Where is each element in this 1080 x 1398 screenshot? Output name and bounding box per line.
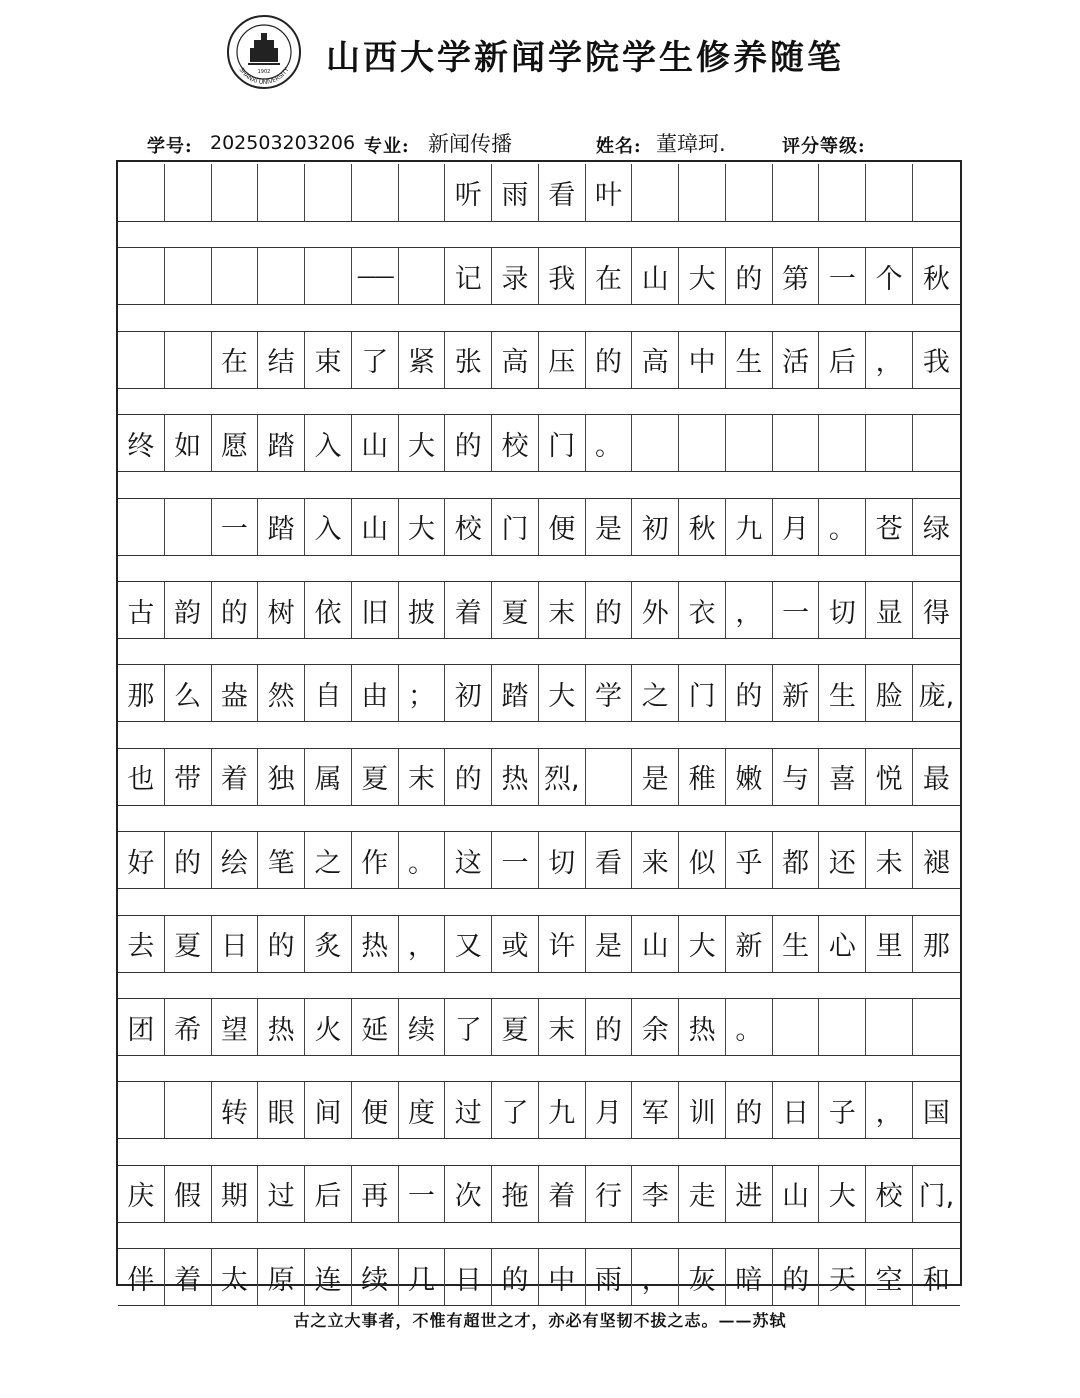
grid-cell <box>212 248 259 304</box>
grid-cell: ， <box>726 582 773 638</box>
grid-cell: 天 <box>819 1249 866 1305</box>
grid-cell: 新 <box>773 665 820 721</box>
grid-cell: 军 <box>632 1082 679 1138</box>
grid-cell: 外 <box>632 582 679 638</box>
grid-cell: 大 <box>819 1166 866 1222</box>
grid-cell <box>913 164 960 221</box>
grid-cell: 雨 <box>586 1249 633 1305</box>
grid-cell: 作 <box>352 832 399 888</box>
grid-cell: 属 <box>305 749 352 805</box>
grid-cell: 日 <box>445 1249 492 1305</box>
grid-row <box>118 581 960 639</box>
grid-cell: 叶 <box>586 164 633 221</box>
grid-row <box>118 1165 960 1223</box>
grid-cell: 褪 <box>922 847 950 879</box>
grid-cell: 连 <box>305 1249 352 1305</box>
grid-cell: 显 <box>866 582 913 638</box>
grid-cell: 末 <box>539 999 586 1055</box>
grid-cell <box>632 164 679 221</box>
grid-cell: 韵 <box>165 582 212 638</box>
grid-cell: 度 <box>399 1082 446 1138</box>
grid-cell: 了 <box>492 1082 539 1138</box>
grid-cell: 之 <box>305 832 352 888</box>
grid-cell: 是 <box>586 916 633 972</box>
grid-cell <box>632 415 679 471</box>
grid-cell: 我 <box>539 248 586 304</box>
grid-cell: 夏 <box>492 582 539 638</box>
grid-cell: 是 <box>632 749 679 805</box>
grid-cell <box>118 164 165 221</box>
grid-cell: 夏 <box>492 999 539 1055</box>
grid-cell: 那 <box>118 665 165 721</box>
grid-cell: 灰 <box>679 1249 726 1305</box>
grid-cell: 炙 <box>305 916 352 972</box>
grid-cell: 与 <box>773 749 820 805</box>
grid-cell: 庞, <box>918 680 955 712</box>
grid-cell: 束 <box>305 332 352 388</box>
grid-cell: 自 <box>305 665 352 721</box>
grid-cell: 门 <box>539 415 586 471</box>
grid-cell <box>165 248 212 304</box>
grid-cell: 愿 <box>212 415 259 471</box>
grid-cell: 生 <box>819 665 866 721</box>
grid-cell: 里 <box>866 916 913 972</box>
grid-cell: 录 <box>492 248 539 304</box>
grid-cell <box>165 164 212 221</box>
grid-cell <box>726 164 773 221</box>
grid-cell: 转 <box>212 1082 259 1138</box>
grid-cell <box>679 415 726 471</box>
grid-cell <box>258 248 305 304</box>
grid-cell: ， <box>399 916 446 972</box>
grid-cell: 门 <box>679 665 726 721</box>
grid-cell: 期 <box>212 1166 259 1222</box>
grid-cell: 的 <box>726 665 773 721</box>
grid-cell: 日 <box>773 1082 820 1138</box>
grid-cell: ， <box>866 1082 913 1138</box>
grid-row <box>118 915 960 973</box>
grid-cell: 学 <box>586 665 633 721</box>
grid-cell: 着 <box>212 749 259 805</box>
grid-cell: 记 <box>445 248 492 304</box>
grid-cell: 着 <box>165 1249 212 1305</box>
grid-cell <box>773 999 820 1055</box>
grid-cell: 如 <box>165 415 212 471</box>
grid-cell <box>258 164 305 221</box>
grid-cell: 了 <box>445 999 492 1055</box>
grid-cell: 切 <box>819 582 866 638</box>
grid-cell: 的 <box>445 415 492 471</box>
grid-cell <box>913 999 960 1055</box>
grid-cell <box>726 415 773 471</box>
grid-cell: 太 <box>212 1249 259 1305</box>
grid-cell: 看 <box>539 164 586 221</box>
grid-cell: 一 <box>399 1166 446 1222</box>
grid-cell: 初 <box>632 499 679 555</box>
grid-cell: 着 <box>445 582 492 638</box>
grid-cell: 踏 <box>258 415 305 471</box>
grid-cell: 眼 <box>258 1082 305 1138</box>
student-info-line <box>0 128 1080 162</box>
grid-cell <box>586 749 633 805</box>
grid-cell: 余 <box>632 999 679 1055</box>
name-value: 董璋珂. <box>656 132 726 156</box>
grid-cell: 。 <box>586 415 633 471</box>
grid-cell: 高 <box>632 332 679 388</box>
grade-label: 评分等级: <box>782 136 866 157</box>
grid-cell: 九 <box>539 1082 586 1138</box>
grid-cell <box>913 415 960 471</box>
grid-cell: 或 <box>492 916 539 972</box>
grid-cell: 看 <box>586 832 633 888</box>
grid-cell: 暗 <box>726 1249 773 1305</box>
grid-cell: 大 <box>539 665 586 721</box>
grid-cell <box>399 248 446 304</box>
grid-cell: 空 <box>866 1249 913 1305</box>
grid-cell: 延 <box>352 999 399 1055</box>
grid-cell: 未 <box>866 832 913 888</box>
grid-cell: 的 <box>726 248 773 304</box>
grid-cell <box>165 1082 212 1138</box>
grid-cell: 盎 <box>212 665 259 721</box>
grid-cell: 的 <box>586 999 633 1055</box>
grid-cell: 过 <box>445 1082 492 1138</box>
grid-cell: 在 <box>212 332 259 388</box>
grid-cell: 中 <box>539 1249 586 1305</box>
major-label: 专业: <box>364 136 410 157</box>
grid-cell: 之 <box>632 665 679 721</box>
grid-cell: 雨 <box>492 164 539 221</box>
grid-cell: 最 <box>922 764 950 796</box>
grid-cell: 的 <box>212 582 259 638</box>
grid-cell: 月 <box>773 499 820 555</box>
grid-cell <box>352 164 399 221</box>
grid-cell: 山 <box>352 499 399 555</box>
grid-cell: 拖 <box>492 1166 539 1222</box>
grid-cell: 喜 <box>819 749 866 805</box>
grid-cell: 着 <box>539 1166 586 1222</box>
grid-cell: 的 <box>492 1249 539 1305</box>
grid-cell: 山 <box>632 916 679 972</box>
grid-cell: 生 <box>726 332 773 388</box>
grid-cell <box>118 499 165 555</box>
grid-cell: 绿 <box>922 514 950 546</box>
grid-cell <box>165 499 212 555</box>
grid-cell: 初 <box>445 665 492 721</box>
grid-cell: 踏 <box>492 665 539 721</box>
grid-cell: 热 <box>352 916 399 972</box>
grid-cell: 第 <box>773 248 820 304</box>
grid-row <box>118 498 960 556</box>
grid-cell: 行 <box>586 1166 633 1222</box>
grid-cell: 夏 <box>352 749 399 805</box>
grid-cell: 后 <box>819 332 866 388</box>
grid-cell: 这 <box>445 832 492 888</box>
svg-text:1902: 1902 <box>257 69 271 75</box>
grid-cell: 一 <box>212 499 259 555</box>
grid-cell: 旧 <box>352 582 399 638</box>
grid-cell <box>399 164 446 221</box>
grid-cell: 了 <box>352 332 399 388</box>
grid-cell: 绘 <box>212 832 259 888</box>
grid-cell: 的 <box>445 749 492 805</box>
grid-cell: 也 <box>118 749 165 805</box>
grid-cell: 稚 <box>679 749 726 805</box>
grid-cell: 张 <box>445 332 492 388</box>
grid-cell: 然 <box>258 665 305 721</box>
grid-cell: 入 <box>305 499 352 555</box>
grid-cell: 入 <box>305 415 352 471</box>
grid-cell: 伴 <box>118 1249 165 1305</box>
grid-cell: 披 <box>399 582 446 638</box>
grid-cell <box>866 999 913 1055</box>
grid-cell: 一 <box>819 248 866 304</box>
grid-cell: 月 <box>586 1082 633 1138</box>
writing-grid-sheet <box>116 160 962 1296</box>
grid-cell: 高 <box>492 332 539 388</box>
grid-cell: 那 <box>922 931 950 963</box>
grid-cell: 校 <box>866 1166 913 1222</box>
grid-cell: 再 <box>352 1166 399 1222</box>
grid-cell: 。 <box>726 999 773 1055</box>
grid-cell: 国 <box>922 1097 950 1129</box>
grid-cell: 带 <box>165 749 212 805</box>
grid-cell: 由 <box>352 665 399 721</box>
grid-cell: 苍 <box>866 499 913 555</box>
grid-cell: ； <box>399 665 446 721</box>
grid-cell: 去 <box>118 916 165 972</box>
grid-cell: 切 <box>539 832 586 888</box>
grid-cell <box>679 164 726 221</box>
grid-cell: 一 <box>492 832 539 888</box>
grid-cell: 门 <box>492 499 539 555</box>
grid-cell: 嫩 <box>726 749 773 805</box>
grid-cell: 门, <box>918 1181 955 1213</box>
grid-row <box>118 748 960 806</box>
grid-cell: 的 <box>586 582 633 638</box>
grid-cell: 续 <box>352 1249 399 1305</box>
grid-cell: 踏 <box>258 499 305 555</box>
grid-cell: 校 <box>445 499 492 555</box>
grid-cell: 子 <box>819 1082 866 1138</box>
grid-cell: 夏 <box>165 916 212 972</box>
grid-cell: 山 <box>773 1166 820 1222</box>
grid-cell: 热 <box>679 999 726 1055</box>
grid-cell <box>118 1082 165 1138</box>
grid-cell: 个 <box>866 248 913 304</box>
grid-cell: 进 <box>726 1166 773 1222</box>
school-title: 山西大学新闻学院学生修养随笔 <box>326 38 844 78</box>
grid-cell: 火 <box>305 999 352 1055</box>
grid-row <box>118 998 960 1056</box>
grid-cell: 一 <box>773 582 820 638</box>
grid-cell <box>773 415 820 471</box>
grid-cell: 独 <box>258 749 305 805</box>
grid-cell: 。 <box>399 832 446 888</box>
grid-cell: 大 <box>399 499 446 555</box>
grid-row <box>118 1081 960 1139</box>
major-value: 新闻传播 <box>428 132 512 156</box>
grid-cell: 又 <box>445 916 492 972</box>
grid-row <box>118 164 960 222</box>
grid-cell: 的 <box>165 832 212 888</box>
grid-cell: 的 <box>258 916 305 972</box>
grid-cell: 几 <box>399 1249 446 1305</box>
grid-cell: 山 <box>352 415 399 471</box>
grid-cell: 大 <box>679 916 726 972</box>
grid-cell: 间 <box>305 1082 352 1138</box>
grid-cell: 脸 <box>866 665 913 721</box>
grid-cell: 许 <box>539 916 586 972</box>
grid-cell: 得 <box>922 597 950 629</box>
grid-cell: 依 <box>305 582 352 638</box>
grid-cell <box>819 164 866 221</box>
footer-motto: 古之立大事者，不惟有超世之才，亦必有坚韧不拔之志。——苏轼 <box>293 1311 787 1330</box>
student-id-label: 学号: <box>147 136 193 157</box>
grid-cell: 么 <box>165 665 212 721</box>
grid-cell: 原 <box>258 1249 305 1305</box>
grid-cell: 压 <box>539 332 586 388</box>
grid-cell <box>212 164 259 221</box>
grid-cell: 都 <box>773 832 820 888</box>
grid-cell: 悦 <box>866 749 913 805</box>
grid-cell: 续 <box>399 999 446 1055</box>
grid-cell: 秋 <box>922 263 950 295</box>
grid-cell: 树 <box>258 582 305 638</box>
grid-row <box>118 831 960 889</box>
grid-cell: 末 <box>399 749 446 805</box>
grid-cell: 结 <box>258 332 305 388</box>
grid-cell: 末 <box>539 582 586 638</box>
grid-cell: 团 <box>118 999 165 1055</box>
grid-cell: 九 <box>726 499 773 555</box>
grid-cell <box>305 248 352 304</box>
grid-cell <box>819 415 866 471</box>
grid-cell: 秋 <box>679 499 726 555</box>
grid-cell <box>819 999 866 1055</box>
grid-cell: 过 <box>258 1166 305 1222</box>
grid-cell: 听 <box>445 164 492 221</box>
grid-cell: 热 <box>258 999 305 1055</box>
grid-cell: 望 <box>212 999 259 1055</box>
grid-cell <box>305 164 352 221</box>
grid-cell: 。 <box>819 499 866 555</box>
grid-cell: 活 <box>773 332 820 388</box>
grid-cell: 衣 <box>679 582 726 638</box>
grid-row <box>118 247 960 305</box>
svg-text:SHANXI UNIVERSITY: SHANXI UNIVERSITY <box>237 66 291 87</box>
university-seal-icon <box>226 14 302 90</box>
grid-cell: 希 <box>165 999 212 1055</box>
grid-cell <box>118 248 165 304</box>
grid-row <box>118 664 960 722</box>
grid-row <box>118 1248 960 1306</box>
grid-cell <box>118 332 165 388</box>
grid-cell: 的 <box>586 332 633 388</box>
grid-cell: 热 <box>492 749 539 805</box>
grid-cell: 好 <box>118 832 165 888</box>
grid-cell: 似 <box>679 832 726 888</box>
grid-cell: —— <box>352 248 399 304</box>
grid-cell: 烈, <box>539 749 586 805</box>
grid-cell: 庆 <box>118 1166 165 1222</box>
grid-cell: 和 <box>922 1264 950 1296</box>
grid-cell: 日 <box>212 916 259 972</box>
grid-cell: 便 <box>539 499 586 555</box>
grid-cell: 来 <box>632 832 679 888</box>
grid-cell: 在 <box>586 248 633 304</box>
grid-cell: 次 <box>445 1166 492 1222</box>
grid-cell: 山 <box>632 248 679 304</box>
grid-cell: 的 <box>726 1082 773 1138</box>
grid-cell: 中 <box>679 332 726 388</box>
grid-cell <box>866 164 913 221</box>
page-header <box>0 0 1080 110</box>
grid-cell: 便 <box>352 1082 399 1138</box>
grid-row <box>118 331 960 389</box>
grid-cell: 校 <box>492 415 539 471</box>
grid-cell: 紧 <box>399 332 446 388</box>
grid-cell: 新 <box>726 916 773 972</box>
grid-cell: 后 <box>305 1166 352 1222</box>
grid-cell: ， <box>866 332 913 388</box>
grid-cell: 心 <box>819 916 866 972</box>
grid-cell: 笔 <box>258 832 305 888</box>
grid-cell: 大 <box>679 248 726 304</box>
grid-cell: 还 <box>819 832 866 888</box>
grid-cell: ， <box>632 1249 679 1305</box>
grid-cell: 的 <box>773 1249 820 1305</box>
grid-cell <box>866 415 913 471</box>
grid-cell: 走 <box>679 1166 726 1222</box>
grid-cell: 假 <box>165 1166 212 1222</box>
grid-cell: 终 <box>118 415 165 471</box>
grid-cell: 古 <box>118 582 165 638</box>
grid-cell <box>165 332 212 388</box>
grid-cell: 是 <box>586 499 633 555</box>
grid-cell: 训 <box>679 1082 726 1138</box>
student-id-value: 202503203206 <box>210 132 356 154</box>
grid-cell <box>773 164 820 221</box>
grid-cell: 乎 <box>726 832 773 888</box>
grid-cell: 生 <box>773 916 820 972</box>
grid-cell: 李 <box>632 1166 679 1222</box>
grid-cell: 我 <box>922 347 950 379</box>
name-label: 姓名: <box>596 136 642 157</box>
grid-cell: 大 <box>399 415 446 471</box>
grid-row <box>118 414 960 472</box>
